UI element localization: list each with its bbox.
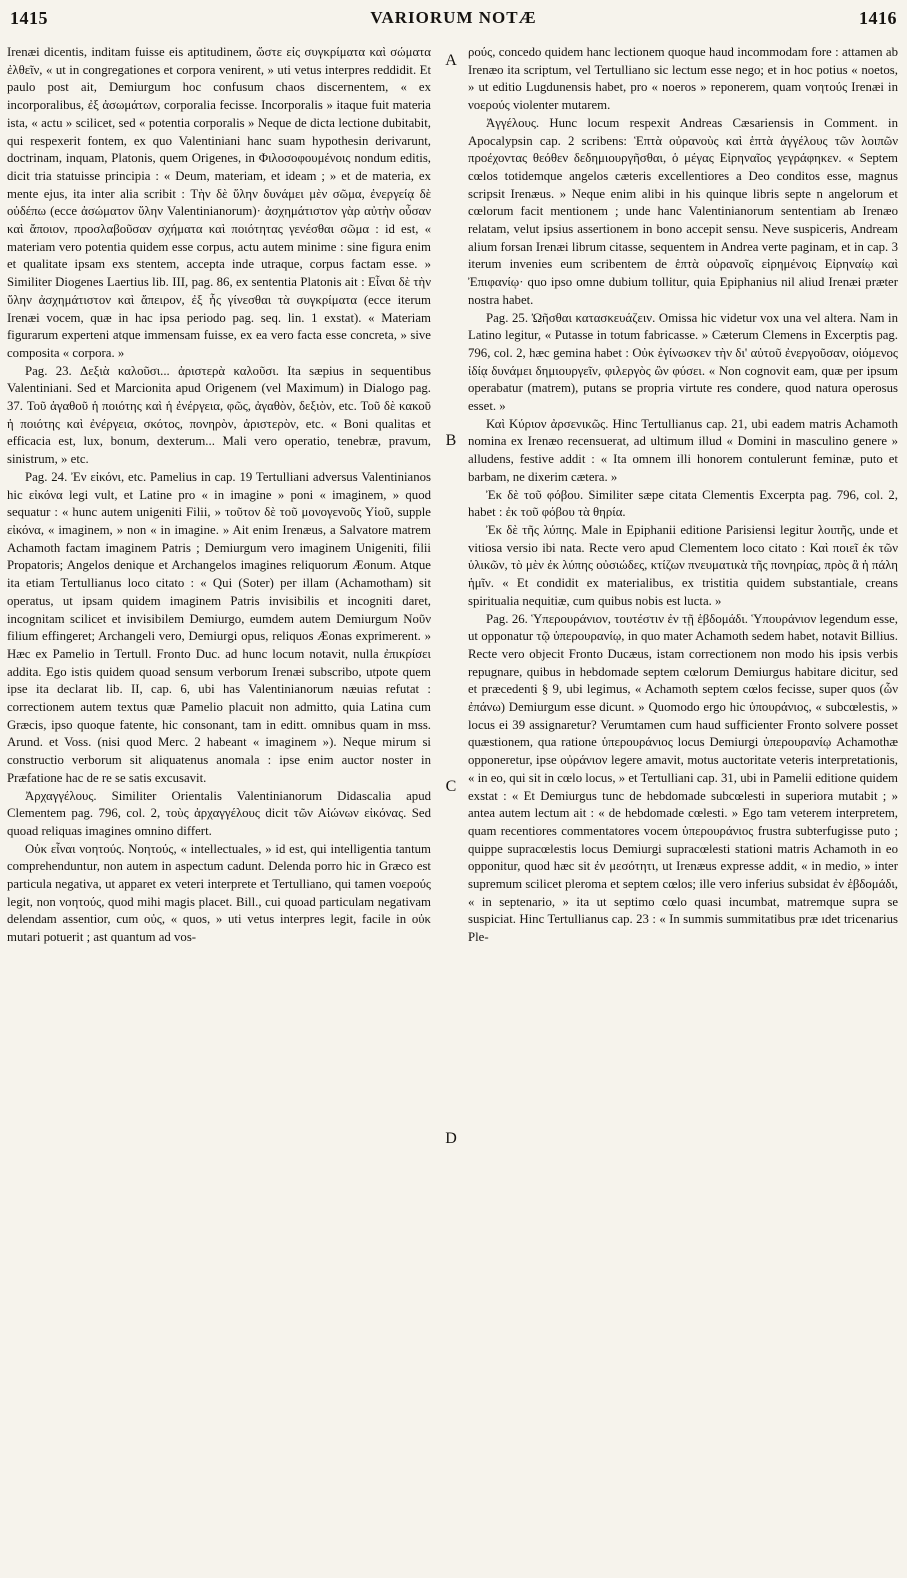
right-paragraph: Pag. 25. Ὠῆσθαι κατασκευάζειν. Omissa hic videtur vox una vel altera. Nam in Latino legitur, « Putasse in totum fabricasse. » Cæterum Clemens in Excerptis pag. 796, col. 2, hæc gemina habet : Οὐκ ἐγίνωσκεν τὴν δι' αὐτοῦ ἐνεργοῦσαν, οἰόμενος ἰδίᾳ δυνάμει δημιουργεῖν, φιλεργὸς ὢν φύσει. « Non cognovit eam, quæ per ipsum operabatur (matrem), putans se propria virtute res condere, quod natura operosus esset. »	[468, 310, 898, 414]
right-paragraph: Ἀγγέλους. Hunc locum respexit Andreas Cæsariensis in Comment. in Apocalypsin cap. 2 scribens: Ἑπτὰ οὐρανοὺς καὶ ἑπτὰ ἀγγέλους τῶν λοιπῶν προέχοντας θεόθεν δεδημιουργῆσθαι, ὁ μέγας Εἰρηναῖος γεγράφηκεν. « Septem cœlos totidemque angelos cæteris excellentiores a Deo conditos esse, magnus scripsit Irenæus. » Neque enim alibi in his quinque libris septe n angelorum et cœlorum facit mentionem ; unde hanc Valentinianorum sententiam ab Irenæo relatam, velut ipsius assertionem in bono accepit sensu. Neve suspiceris, Andream alium forsan Irenæi librum citasse, sequentem in Andrea verte paginam, et in cap. 3 iterum invenies eum scribentem de ἑπτὰ οὐρανοῖς εἰρημένοις Εἰρηναίῳ καὶ Ἐπιφανίῳ· quo ipso omne dubium tollitur, quia Epiphanius nil aliud Irenæi præter nostra habet.	[468, 115, 898, 307]
page-header	[10, 8, 897, 42]
left-paragraph: Irenæi dicentis, inditam fuisse eis aptitudinem, ὥστε εἰς συγκρίματα καὶ σώματα ἐλθεῖν, « ut in congregationes et corpora venirent, » uti vetus interpres reddidit. Et paulo post ait, Demiurgum hoc confusum chaos discernentem, « ex incorporalibus, ἐξ ἀσωμάτων, corporalia fecisse. Incorporalis » itaque fuit materia ista, « actu » scilicet, sed « potentia corporalis » Neque de dicta lectione dubitabit, qui respexerit fontem, ex quo Valentiniani hanc suam hypothesin derivarunt, doctrinam, inquam, Platonis, quem Origenes, in Φιλοσοφουμένοις nondum editis, dicit tria statuisse principia : « Deum, materiam, et ideam ; » et de materia, ex mente ejus, ita inter alia scribit : Τὴν δὲ ὕλην δυνάμει μὲν σῶμα, ἐνεργείᾳ δὲ οὐδέπω (ecce ἀσώματον ὕλην Valentinianorum)· ἀσχημάτιστον γὰρ αὐτὴν οὖσαν καὶ ἄποιον, προσλαβοῦσαν σχήματα καὶ ποιότητας γενέσθαι σῶμα : id est, « materiam vero potentia quidem esse corpus, actu autem minime : sine figura enim et qualitate ipsam exs stentem, accepta inde utraque, corpus factam esse. » Similiter Diogenes Laertius lib. III, pag. 86, ex sententia Platonis ait : Εἶναι δὲ τὴν ὕλην ἀσχημάτιστον καὶ ἄπειρον, ἐξ ἧς γίνεσθαι τὰ συγκρίματα (ecce iterum Irenæi vocem, quæ in hac ipsa periodo pag. seq. lin. 1 exstat). « Materiam figurarum experteni atque immensam fuisse, ex ea vero facta esse concreta, » sive composita « corpora. »	[7, 45, 431, 360]
right-paragraph: Pag. 26. Ὑπερουράνιον, τουτέστιν ἐν τῇ ἑβδομάδι. Ὑπουράνιον legendum esse, ut opponatur τῷ ὑπερουρανίῳ, in quo mater Achamoth sedem habet, notavit Billius. Recte vero objecit Fronto Ducæus, istam correctionem non modo his ipsis verbis repugnare, quibus in hebdomade septem cœlorum Demiurgus habitare dicitur, sed et præcedenti § 9, ubi legimus, « Achamoth septem cœlos fecisse, super quos (ὧν ἐπάνω) Demiurgum esse dicunt. » Quomodo ergo hic ὑπουράνιος, « subcœlestis, » locus ei 39 assignaretur? Verumtamen cum haud sufficienter Fronto solvere posset quæstionem, qua ratione ὑπερουράνιος locus Demiurgi ὑπερουρανίῳ Achamothæ opponeretur, ipse οὐράνιον legere amavit, motus auctoritate veteris interpretationis, « in eo, qui sit in cœlo locus, » et Tertulliani cap. 31, ubi in Pamelii editione quidem exstat : « Et Demiurgus tunc de hebdomade subcœlesti in superiora mutabit ; » antea autem lectum ait : « de hebdomade cœlesti. » Ego tam veterem interpretem, quam recentiores commentatores vocem ὑπερουράνιος frustra subterfugisse puto ; quippe supracœlestis locus Demiurgi supracœlesti stationi matris Achamoth in eo opponitur, quod hæc sit ἐν μεσότητι, ut Irenæus expresse addit, « in medio, » inter supremum scilicet pleroma et septem cœlos; ille vero inferius subsidat ἐν ἑβδομάδι, « in septenario, » ita ut septimo cœlo quasi incumbat, matremque supra se suspiciat. Hinc Tertullianus cap. 23 : « In summis summitatibus præ ıdet tricenarius Ple-	[468, 611, 898, 945]
left-paragraph: Ἀρχαγγέλους. Similiter Orientalis Valentinianorum Didascalia apud Clementem pag. 796, col. 2, τοὺς ἀρχαγγέλους dicit τῶν Αἰώνων εἰκόνας. Sed quoad reliquas imagines omnino differt.	[7, 788, 431, 838]
right-paragraph: ρούς, concedo quidem hanc lectionem quoque haud incommodam fore : attamen ab Irenæo ita scriptum, vel Tertulliano sic lectum esse nego; et in hoc potius « noetos, » ut editio Lugdunensis habet, pro « noeros » reponerem, quam νοητούς Irenæi in νοερούς violenter mutarem.	[468, 45, 898, 113]
left-page-number: 1415	[10, 8, 48, 28]
margin-marker-c: C	[445, 778, 457, 795]
left-paragraph: Pag. 23. Δεξιὰ καλοῦσι... ἀριστερὰ καλοῦσι. Ita sæpius in sequentibus Valentiniani. Sed et Marcionita apud Origenem (vel Maximum) in Dialogo pag. 37. Τοῦ ἀγαθοῦ ἡ ποιότης καὶ ἡ ἐνέργεια, φῶς, ἀγαθὸν, δεξιὸν, etc. Τοῦ δὲ κακοῦ ἡ ποιότης καὶ ἐνέργεια, σκότος, πονηρὸν, ἀριστερὸν, etc. « Boni qualitas et efficacia est, lux, bonum, dexterum... Mali vero operatio, tenebræ, pravum, sinistrum, » etc.	[7, 363, 431, 467]
margin-marker-a: A	[445, 52, 457, 69]
left-column	[7, 44, 431, 1572]
right-paragraph: Καὶ Κύριον ἀρσενικῶς. Hinc Tertullianus cap. 21, ubi eadem matris Achamoth nomina ex Irenæo recensuerat, ad ultimum illud « Domini in masculino genere » alludens, festive addit : « Ita omnem illi honorem contulerunt feminæ, puto et barbam, ne dixerim cætera. »	[468, 416, 898, 484]
right-paragraph: Ἐκ δὲ τοῦ φόβου. Similiter sæpe citata Clementis Excerpta pag. 796, col. 2, habet : ἐκ τοῦ φόβου τὰ θηρία.	[468, 487, 898, 520]
right-column	[468, 44, 898, 1572]
running-title: VARIORUM NOTÆ	[370, 8, 537, 27]
margin-marker-b: B	[445, 432, 457, 449]
right-page-number: 1416	[858, 8, 897, 28]
right-paragraph: Ἐκ δὲ τῆς λύπης. Male in Epiphanii editione Parisiensi legitur λοιπῆς, unde et vitiosa versio ibi nata. Recte vero apud Clementem loco citato : Καὶ ποιεῖ ἐκ τῶν ὑλικῶν, τὸ μὲν ἐκ λύπης οὐσιώδες, κτίζων πνευματικὰ τῆς πονηρίας, πρὸς ἃ ἡ πάλη ἡμῖν. « Et condidit ex materialibus, ex tristitia quidem substantiale, creans spiritualia nequitiæ, cum quibus nobis est lucta. »	[468, 522, 898, 608]
left-paragraph: Οὐκ εἶναι νοητούς. Νοητούς, « intellectuales, » id est, qui intelligentia tantum comprehenduntur, non autem in aspectum cadunt. Delenda porro hic in Græco est particula negativa, ut apparet ex veteri interprete et Tertulliano, qui tamen νοερούς legit, non νοητούς, quod mihi magis placet. Bill., cui quoad particulam negativam delendam assentior, cum οὐς, « quos, » uti vetus interpres legit, facile in οὐκ mutari potuerit ; ast quantum ad vos-	[7, 841, 431, 945]
margin-marker-d: D	[445, 1130, 457, 1147]
left-paragraph: Pag. 24. Ἐν εἰκόνι, etc. Pamelius in cap. 19 Tertulliani adversus Valentinianos hic εἰκόνα legi vult, et Latine pro « in imagine » poni « imaginem, » quod sequatur : « hunc autem unigeniti Filii, » τοῦτον δὲ τοῦ μονογενοῦς Υἱοῦ, supple εἰκόνα, « imaginem, » non « in imagine. » Ait enim Irenæus, a Salvatore matrem Achamoth factam imaginem Patris ; Demiurgum vero imaginem Unigeniti, filii Propatoris; Angelos denique et Archangelos imagines reliquorum Æonum. Atque ita etiam Tertullianus loco citato : « Qui (Soter) per illam (Achamotham) sit operatus, ut ipsam quidem imaginem Patris invisibilis et incogniti daret, incognitam scilicet et invisibilem Demiurgo, eumdem autem Demiurgum Νοῦν filium effingeret; Archangeli vero, Demiurgi opus, reliquos Æonas exprimerent. » Hæc ex Pamelio in Tertull. Fronto Duc. ad hunc locum notavit, nulla ἐπικρίσει addita. Ego istis quidem quoad sensum verborum Irenæi subscribo, utpote quem ipse ita declarat lib. II, cap. 6, ubi has Valentinianorum næuias refutat : correctionem autem textus quæ Pamelio placuit non admitto, quia Latina cum Græcis, ipso quoque fatente, hic consonant, tam in editt. omnibus quam in mss. Arund. et Voss. (nisi quod Merc. 2 habeant « imaginem »). Neque mirum si constructio verborum sit aliquatenus anomala : ipse enim auctor noster in Præfatione hac de re se satis excusavit.	[7, 469, 431, 785]
